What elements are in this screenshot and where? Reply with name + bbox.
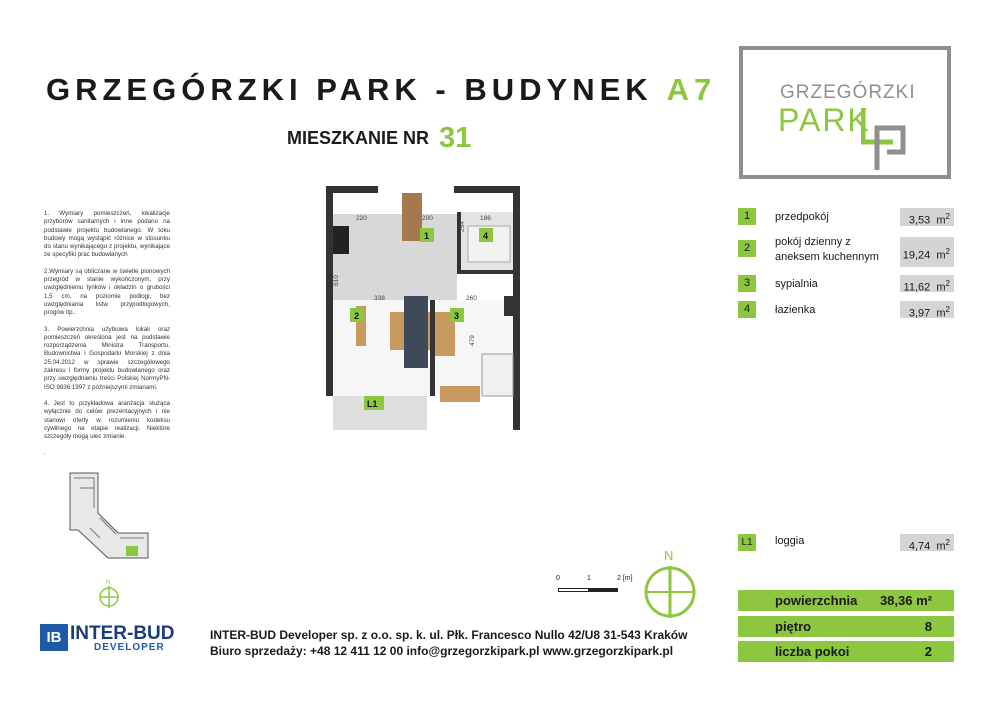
dim-610: 610: [333, 275, 340, 286]
dim-260: 260: [466, 295, 477, 302]
company-info: [210, 627, 687, 659]
loggia-name: loggia: [775, 535, 805, 547]
living-floor: [333, 214, 457, 300]
summary-floor: piętro 8: [738, 616, 954, 637]
note-4: 4. Jest to przykładowa aranżacja służąca wyłącznie do celów prezentacyjnych i nie stanowi oferty w rozumieniu kodeksu cywilnego na etapie realizacji. Niektóre szczegóły mogą ulec zmianie.: [44, 399, 170, 441]
loggia-area: 4,74 $m^2$: [900, 534, 954, 551]
logo-line2: PARK: [778, 102, 871, 138]
notes: [44, 210, 170, 466]
building-key-plan: [60, 468, 170, 568]
apartment-number: 31: [439, 122, 472, 154]
room-id: 1: [738, 208, 756, 225]
room-name: łazienka: [775, 304, 816, 316]
dim-254: 254: [459, 221, 466, 232]
room-area: 3,53 $m^2$: [900, 208, 954, 226]
apartment-label: MIESZKANIE NR: [287, 128, 430, 148]
loggia-row: [738, 534, 954, 554]
plan-label-l1: L1: [367, 399, 378, 409]
developer-brand: INTER-BUD: [70, 623, 175, 644]
company-contact: Biuro sprzedaży: +48 12 411 12 00 info@grzegorzkipark.pl www.grzegorzkipark.pl: [210, 644, 674, 658]
page-title: [46, 72, 716, 108]
plan-label-4: 4: [483, 231, 489, 241]
brand-logo: [739, 46, 951, 179]
note-1: 1. Wymiary pomieszczeń, lokalizacje przyborów sanitarnych i inne podano na podstawie projektu budowlanego. W toku budowy mogą wystąpić różnice w stosunku do stanu wynikającego z projektu, wynikające ze specyfiki prac budowlanych: [44, 210, 170, 259]
dim-479: 479: [469, 335, 476, 346]
svg-text:N: N: [106, 580, 111, 586]
apartment-heading: [287, 119, 471, 152]
dim-220: 220: [356, 215, 367, 222]
logo-mark: [861, 106, 921, 176]
dim-338: 338: [374, 295, 385, 302]
plan-label-2: 2: [354, 311, 360, 321]
building-code: A7: [666, 72, 717, 107]
dim-200: 200: [422, 215, 433, 222]
plan-label-1: 1: [424, 231, 430, 241]
room-name: pokój dzienny z aneksem kuchennym: [775, 236, 879, 263]
logo-line1: GRZEGÓRZKI: [780, 82, 916, 103]
note-2: 2.Wymiary są obliczane w świetle pionowych przegród w stanie wykończonym, przy uwzględnieniu tynków i okładzin o grubości 1,5 cm, na poziomie podłogi, bez uwzględniania listw przypodłogowych, progów itp..: [44, 267, 170, 317]
small-compass-icon: [98, 578, 120, 608]
room-id: 3: [738, 275, 756, 292]
room-name: przedpokój: [775, 211, 829, 223]
ib-mark-icon: IB: [40, 624, 68, 651]
rooms-table: [738, 205, 954, 325]
room-area: 3,97 $m^2$: [900, 301, 954, 318]
developer-sub: DEVELOPER: [94, 642, 165, 653]
dim-186: 186: [480, 215, 491, 222]
compass-icon: [640, 548, 700, 620]
room-name: sypialnia: [775, 278, 818, 290]
summary-area: powierzchnia 38,36 m²: [738, 590, 954, 611]
company-address: INTER-BUD Developer sp. z o.o. sp. k. ul. Płk. Francesco Nullo 42/U8 31-543 Kraków: [210, 628, 688, 642]
note-3: 3. Powierzchnia użytkowa lokali oraz pomieszczeń określona jest na podstawie rozporządzenia Ministra Transportu, Budownictwa i Gospodarki Morskiej z dnia 25.04.2012 w sprawie szczegółowego zakresu i formy projektu budowlanego oraz przy uwzględnieniu treści Polskiej NormyPN-ISO 9836:1997 z późniejszymi zmianami.: [44, 325, 170, 391]
room-id: 2: [738, 240, 756, 257]
summary-rooms: liczba pokoi 2: [738, 641, 954, 662]
room-area: 19,24 $m^2$: [900, 237, 954, 267]
floor-plan: [322, 186, 520, 434]
room-area: 11,62 $m^2$: [900, 275, 954, 292]
plan-label-3: 3: [454, 311, 460, 321]
apartment-highlight: [126, 546, 138, 556]
room-id: 4: [738, 301, 756, 318]
loggia-id: L1: [738, 534, 756, 551]
title-text: GRZEGÓRZKI PARK - BUDYNEK: [46, 72, 653, 107]
svg-text:N: N: [664, 548, 674, 563]
note-5: .: [44, 449, 46, 457]
